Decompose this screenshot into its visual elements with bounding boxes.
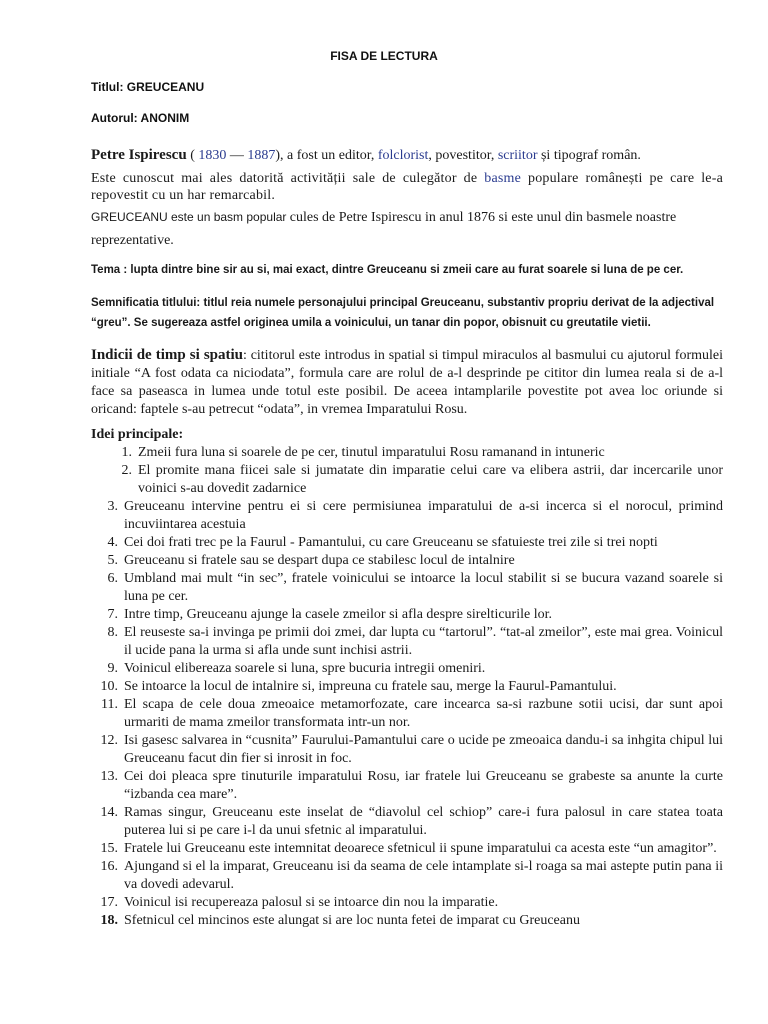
list-item: 2. El promite mana fiicei sale si jumatate din imparatie celui care va elibera astrii, dar incercarile unor voinici s-au dovedit zadarnice (121, 463, 723, 496)
list-item: 14. Ramas singur, Greuceanu este inselat de “diavolul cel schiop” care-i fura palosul in care statea toata puterea lui si pe care i-l da unui sfetnic al imparatului. (100, 805, 723, 838)
birth-year-link[interactable]: 1830 (198, 148, 227, 163)
scriitor-link[interactable]: scriitor (497, 148, 538, 163)
list-item: 5. Greuceanu si fratele sau se despart dupa ce stabilesc locul de intalnire (107, 553, 515, 568)
list-item: 13. Cei doi pleaca spre tinuturile imparatului Rosu, iar fratele lui Greuceanu se grabeste sa anunte la curte “izbanda cea mare”. (100, 769, 723, 802)
list-item: 4. Cei doi frati trec pe la Faurul - Pamantului, cu care Greuceanu se sfatuieste trei zile si trei nopti (107, 535, 658, 550)
list-item: 7. Intre timp, Greuceanu ajunge la casele zmeilor si afla despre sirelticurile lor. (107, 607, 552, 622)
title-value: GREUCEANU (126, 80, 205, 94)
author-name: Petre Ispirescu (91, 147, 187, 163)
author-value: ANONIM (140, 111, 190, 125)
list-item: 11. El scapa de cele doua zmeoaice metamorfozate, care incearca sa-si razbune sotii ucisi, dar sunt apoi urmariti de mama zmeilor transformata intr-un nor. (101, 697, 723, 730)
list-item: 1. Zmeii fura luna si soarele de pe cer, tinutul imparatului Rosu ramanand in intuneric (121, 445, 605, 460)
list-item: 10. Se intoarce la locul de intalnire si, impreuna cu fratele sau, merge la Faurul-Pamantului. (100, 679, 617, 694)
semnificatia-paragraph: Semnificatia titlului: titlul reia numele personajului principal Greuceanu, substantiv propriu derivat de la adjectival “greu”. Se sugereaza astfel originea umila a voinicului, un tanar din popor, obisnuit cu greutatile vietii. (91, 297, 715, 329)
title-line (91, 80, 204, 94)
list-item: 18. Sfetnicul cel mincinos este alungat si are loc nunta fetei de imparat cu Greuceanu (100, 913, 580, 928)
list-item: 3. Greuceanu intervine pentru ei si cere permisiunea imparatului de a-si incerca si el norocul, primind incuviintarea acestuia (107, 499, 723, 532)
folclorist-link[interactable]: folclorist (377, 148, 429, 163)
list-item: 12. Isi gasesc salvarea in “cusnita” Faurului-Pamantului care o ucide pe zmeoaica dandu-i sa inhgita chipul lui Greuceanu facut din fier si inrosit in foc. (100, 733, 723, 766)
list-item: 6. Umbland mai mult “in sec”, fratele voinicului se intoarce la locul stabilit si se bucura vazand soarele si luna pe cer. (107, 571, 723, 604)
list-item: 8. El reuseste sa-i invinga pe primii doi zmei, dar lupta cu “tartorul”. “tat-al zmeilor”, este mai grea. Voinicul il ucide pana la urma si afla unde sunt inchisi astrii. (107, 625, 723, 658)
indicii-paragraph: Indicii de timp si spatiu: cititorul este introdus in spatial si timpul miraculos al basmului cu ajutorul formulei initiale “A fost odata ca niciodata”, formula care are rolul de a-l desprinde pe cititor din lumea reala si de a-l face sa paseasca in lumea unde totul este posibil. De aceea intamplarile povestite pot avea loc oriunde si oricand: faptele s-au petrecut “odata”, in vremea Imparatului Rosu. (91, 347, 724, 417)
basm-paragraph: GREUCEANU este un basm popular cules de Petre Ispirescu in anul 1876 si este unul din basmele noastre reprezentative. (91, 210, 677, 248)
list-item: 9. Voinicul elibereaza soarele si luna, spre bucuria intregii omeniri. (107, 661, 486, 676)
author-line (91, 111, 189, 125)
basme-link[interactable]: basme (484, 171, 522, 186)
description-paragraph: Este cunoscut mai ales datorită activității sale de culegător de basme populare românești pe care le-a repovestit cu un har remarcabil. (91, 171, 723, 203)
indicii-label: Indicii de timp si spatiu (91, 347, 244, 363)
page-title: FISA DE LECTURA (330, 49, 438, 63)
ideas-heading: Idei principale: (91, 427, 184, 442)
tema-paragraph: Tema : lupta dintre bine sir au si, mai exact, dintre Greuceanu si zmeii care au furat soarele si luna de pe cer. (91, 264, 684, 276)
death-year-link[interactable]: 1887 (247, 148, 276, 163)
author-paragraph: Petre Ispirescu ( 1830 — 1887), a fost un editor, folclorist, povestitor, scriitor și tipograf român. (91, 147, 641, 163)
list-item: 15. Fratele lui Greuceanu este intemnitat deoarece sfetnicul ii spune imparatului ca acesta este “un amagitor”. (100, 841, 717, 856)
list-item: 16. Ajungand si el la imparat, Greuceanu isi da seama de cele intamplate si-l roaga sa mai astepte putin pana ii va dovedi adevarul. (100, 859, 723, 892)
author-label: Autorul: (91, 111, 138, 125)
title-label: Titlul: (91, 80, 124, 94)
list-item: 17. Voinicul isi recupereaza palosul si se intoarce din nou la imparatie. (100, 895, 499, 910)
ideas-list (91, 444, 723, 930)
